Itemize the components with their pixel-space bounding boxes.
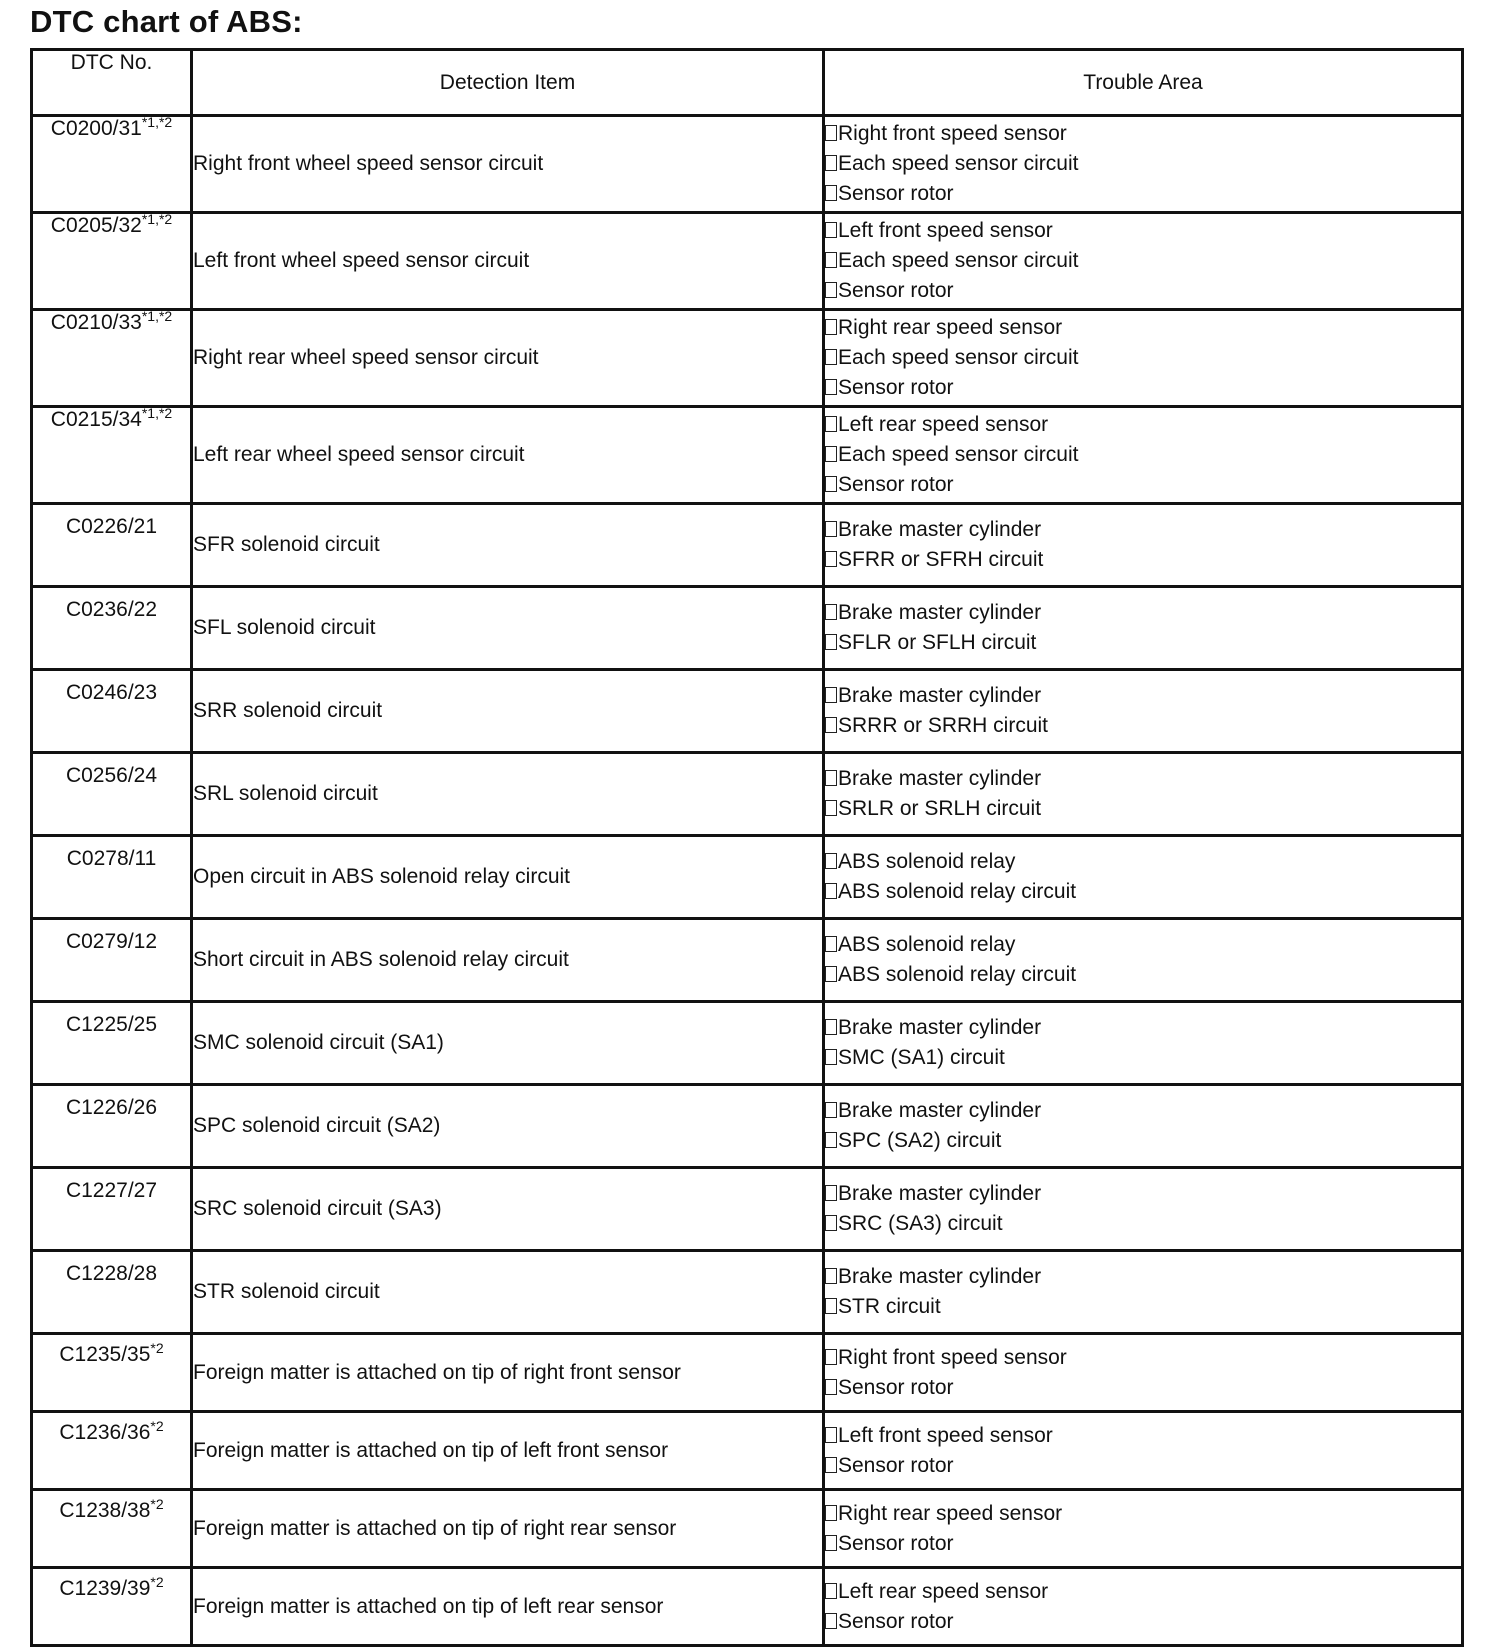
trouble-area-text: Sensor rotor — [838, 1531, 954, 1555]
table-row — [32, 1490, 1463, 1568]
square-bullet-icon — [825, 551, 837, 567]
dtc-code-cell — [32, 407, 192, 504]
trouble-area-text: ABS solenoid relay circuit — [838, 963, 1077, 986]
square-bullet-icon — [825, 1613, 837, 1629]
dtc-code-cell — [32, 213, 192, 310]
detection-item: SRR solenoid circuit — [192, 670, 824, 753]
trouble-area-item — [825, 1209, 1461, 1239]
trouble-area-cell — [824, 1490, 1463, 1568]
dtc-footnote-marker: *1,*2 — [141, 308, 173, 324]
square-bullet-icon — [825, 687, 837, 703]
trouble-area-text: Left rear speed sensor — [838, 1579, 1049, 1603]
trouble-area-text: SMC (SA1) circuit — [838, 1046, 1005, 1069]
trouble-area-text: SRLR or SRLH circuit — [838, 797, 1042, 820]
trouble-area-cell — [824, 1568, 1463, 1646]
trouble-area-item — [825, 1373, 1461, 1403]
trouble-area-text: STR circuit — [838, 1295, 941, 1318]
trouble-area-text: ABS solenoid relay circuit — [838, 880, 1077, 903]
trouble-area-item — [825, 1096, 1461, 1126]
dtc-code: C0236/22 — [65, 598, 158, 621]
dtc-code: C1227/27 — [65, 1179, 158, 1202]
dtc-code: C0210/33 — [50, 311, 142, 334]
dtc-code-cell — [32, 1490, 192, 1568]
table-row — [32, 1002, 1463, 1085]
square-bullet-icon — [825, 1185, 837, 1201]
trouble-area-item — [825, 440, 1461, 470]
trouble-area-item — [825, 1013, 1461, 1043]
table-header-row — [32, 50, 1463, 116]
trouble-area-text: Sensor rotor — [838, 473, 954, 496]
trouble-area-item — [825, 515, 1461, 545]
trouble-area-cell — [824, 407, 1463, 504]
detection-item: SFL solenoid circuit — [192, 587, 824, 670]
trouble-area-item — [825, 1451, 1461, 1481]
table-row — [32, 919, 1463, 1002]
table-row — [32, 1251, 1463, 1334]
square-bullet-icon — [825, 634, 837, 650]
square-bullet-icon — [825, 1505, 837, 1521]
dtc-code-cell — [32, 1085, 192, 1168]
trouble-area-item — [825, 1607, 1461, 1637]
trouble-area-text: Right rear speed sensor — [838, 316, 1063, 339]
trouble-area-text: Right rear speed sensor — [838, 1501, 1063, 1525]
dtc-code-cell — [32, 1168, 192, 1251]
dtc-code: C1235/35 — [59, 1343, 151, 1366]
square-bullet-icon — [825, 853, 837, 869]
square-bullet-icon — [825, 185, 837, 201]
table-row — [32, 1334, 1463, 1412]
table-row — [32, 670, 1463, 753]
trouble-area-cell — [824, 1251, 1463, 1334]
detection-item: SFR solenoid circuit — [192, 504, 824, 587]
trouble-area-item — [825, 246, 1461, 276]
trouble-area-text: Sensor rotor — [838, 279, 954, 302]
dtc-code: C0278/11 — [66, 847, 157, 870]
trouble-area-text: Sensor rotor — [838, 182, 954, 205]
detection-item: Left front wheel speed sensor circuit — [192, 213, 824, 310]
dtc-footnote-marker: *2 — [150, 1574, 164, 1590]
trouble-area-text: Sensor rotor — [838, 1375, 954, 1399]
trouble-area-item — [825, 764, 1461, 794]
trouble-area-cell — [824, 587, 1463, 670]
trouble-area-cell — [824, 1085, 1463, 1168]
trouble-area-text: Left front speed sensor — [838, 219, 1053, 242]
trouble-area-item — [825, 960, 1461, 990]
square-bullet-icon — [825, 1535, 837, 1551]
trouble-area-text: Each speed sensor circuit — [838, 152, 1079, 175]
square-bullet-icon — [825, 1379, 837, 1395]
detection-item: Short circuit in ABS solenoid relay circuit — [192, 919, 824, 1002]
dtc-code-cell — [32, 670, 192, 753]
detection-item: SPC solenoid circuit (SA2) — [192, 1085, 824, 1168]
trouble-area-cell — [824, 753, 1463, 836]
table-row — [32, 504, 1463, 587]
dtc-footnote-marker: *2 — [150, 1418, 164, 1434]
table-row — [32, 1168, 1463, 1251]
dtc-code-cell — [32, 753, 192, 836]
trouble-area-text: SRRR or SRRH circuit — [838, 714, 1049, 737]
square-bullet-icon — [825, 1427, 837, 1443]
detection-item: Open circuit in ABS solenoid relay circuit — [192, 836, 824, 919]
square-bullet-icon — [825, 604, 837, 620]
dtc-code: C1226/26 — [65, 1096, 158, 1119]
dtc-code: C1238/38 — [59, 1499, 151, 1522]
detection-item: Left rear wheel speed sensor circuit — [192, 407, 824, 504]
trouble-area-item — [825, 343, 1461, 373]
detection-item: Foreign matter is attached on tip of left front sensor — [192, 1412, 824, 1490]
header-detection-item: Detection Item — [192, 50, 824, 116]
trouble-area-item — [825, 1577, 1461, 1607]
trouble-area-cell — [824, 1168, 1463, 1251]
square-bullet-icon — [825, 1132, 837, 1148]
square-bullet-icon — [825, 252, 837, 268]
square-bullet-icon — [825, 1583, 837, 1599]
detection-item: STR solenoid circuit — [192, 1251, 824, 1334]
trouble-area-item — [825, 1179, 1461, 1209]
dtc-footnote-marker: *1,*2 — [141, 405, 173, 421]
trouble-area-text: ABS solenoid relay — [838, 933, 1016, 956]
square-bullet-icon — [825, 883, 837, 899]
trouble-area-cell — [824, 836, 1463, 919]
trouble-area-text: Each speed sensor circuit — [838, 249, 1079, 272]
trouble-area-item — [825, 313, 1461, 343]
trouble-area-item — [825, 628, 1461, 658]
square-bullet-icon — [825, 319, 837, 335]
dtc-code-cell — [32, 1002, 192, 1085]
dtc-code-cell — [32, 1334, 192, 1412]
table-row — [32, 587, 1463, 670]
trouble-area-cell — [824, 670, 1463, 753]
trouble-area-text: Brake master cylinder — [838, 518, 1042, 541]
dtc-footnote-marker: *1,*2 — [141, 114, 173, 130]
trouble-area-item — [825, 681, 1461, 711]
dtc-code: C0205/32 — [50, 214, 142, 237]
detection-item: Right rear wheel speed sensor circuit — [192, 310, 824, 407]
trouble-area-cell — [824, 213, 1463, 310]
trouble-area-text: ABS solenoid relay — [838, 850, 1016, 873]
trouble-area-item — [825, 1529, 1461, 1559]
square-bullet-icon — [825, 282, 837, 298]
table-row — [32, 753, 1463, 836]
table-row — [32, 1085, 1463, 1168]
trouble-area-text: SPC (SA2) circuit — [838, 1129, 1002, 1152]
trouble-area-text: Right front speed sensor — [838, 1345, 1067, 1369]
dtc-code: C0226/21 — [65, 515, 158, 538]
detection-item: Foreign matter is attached on tip of right rear sensor — [192, 1490, 824, 1568]
table-row — [32, 310, 1463, 407]
dtc-table — [30, 48, 1464, 1647]
trouble-area-item — [825, 598, 1461, 628]
square-bullet-icon — [825, 1457, 837, 1473]
trouble-area-text: Left front speed sensor — [838, 1423, 1053, 1447]
trouble-area-text: SFRR or SFRH circuit — [838, 548, 1044, 571]
trouble-area-text: Each speed sensor circuit — [838, 346, 1079, 369]
square-bullet-icon — [825, 1268, 837, 1284]
square-bullet-icon — [825, 1349, 837, 1365]
trouble-area-text: SFLR or SFLH circuit — [838, 631, 1037, 654]
square-bullet-icon — [825, 717, 837, 733]
dtc-footnote-marker: *2 — [150, 1340, 164, 1356]
square-bullet-icon — [825, 125, 837, 141]
trouble-area-item — [825, 179, 1461, 209]
trouble-area-item — [825, 119, 1461, 149]
trouble-area-text: Each speed sensor circuit — [838, 443, 1079, 466]
trouble-area-text: Left rear speed sensor — [838, 413, 1049, 436]
header-dtc-no: DTC No. — [32, 50, 192, 116]
dtc-code-cell — [32, 504, 192, 587]
dtc-code: C0215/34 — [50, 408, 142, 431]
detection-item: SRC solenoid circuit (SA3) — [192, 1168, 824, 1251]
table-row — [32, 116, 1463, 213]
dtc-code: C0246/23 — [65, 681, 158, 704]
trouble-area-text: Brake master cylinder — [838, 1182, 1042, 1205]
detection-item: Right front wheel speed sensor circuit — [192, 116, 824, 213]
dtc-footnote-marker: *1,*2 — [141, 211, 173, 227]
square-bullet-icon — [825, 1102, 837, 1118]
square-bullet-icon — [825, 1298, 837, 1314]
trouble-area-text: Right front speed sensor — [838, 122, 1067, 145]
detection-item: SMC solenoid circuit (SA1) — [192, 1002, 824, 1085]
square-bullet-icon — [825, 446, 837, 462]
trouble-area-item — [825, 930, 1461, 960]
dtc-code: C1225/25 — [65, 1013, 158, 1036]
trouble-area-cell — [824, 310, 1463, 407]
trouble-area-text: Brake master cylinder — [838, 601, 1042, 624]
trouble-area-item — [825, 1421, 1461, 1451]
trouble-area-item — [825, 470, 1461, 500]
square-bullet-icon — [825, 521, 837, 537]
dtc-code-cell — [32, 919, 192, 1002]
square-bullet-icon — [825, 416, 837, 432]
trouble-area-item — [825, 545, 1461, 575]
trouble-area-cell — [824, 1002, 1463, 1085]
trouble-area-text: Brake master cylinder — [838, 1099, 1042, 1122]
trouble-area-item — [825, 216, 1461, 246]
trouble-area-cell — [824, 1334, 1463, 1412]
dtc-code: C0279/12 — [65, 930, 158, 953]
dtc-code: C1228/28 — [65, 1262, 158, 1285]
trouble-area-text: Brake master cylinder — [838, 1016, 1042, 1039]
square-bullet-icon — [825, 476, 837, 492]
dtc-code-cell — [32, 836, 192, 919]
trouble-area-text: Sensor rotor — [838, 376, 954, 399]
trouble-area-item — [825, 1262, 1461, 1292]
dtc-code-cell — [32, 310, 192, 407]
detection-item: SRL solenoid circuit — [192, 753, 824, 836]
trouble-area-item — [825, 410, 1461, 440]
trouble-area-cell — [824, 504, 1463, 587]
trouble-area-text: Brake master cylinder — [838, 684, 1042, 707]
trouble-area-text: Brake master cylinder — [838, 1265, 1042, 1288]
trouble-area-item — [825, 1043, 1461, 1073]
trouble-area-text: SRC (SA3) circuit — [838, 1212, 1003, 1235]
table-row — [32, 213, 1463, 310]
trouble-area-text: Sensor rotor — [838, 1453, 954, 1477]
trouble-area-item — [825, 1343, 1461, 1373]
trouble-area-item — [825, 847, 1461, 877]
trouble-area-cell — [824, 116, 1463, 213]
table-body — [32, 116, 1463, 1646]
dtc-code-cell — [32, 1412, 192, 1490]
trouble-area-item — [825, 794, 1461, 824]
table-row — [32, 1568, 1463, 1646]
square-bullet-icon — [825, 349, 837, 365]
trouble-area-item — [825, 1292, 1461, 1322]
trouble-area-item — [825, 877, 1461, 907]
square-bullet-icon — [825, 155, 837, 171]
square-bullet-icon — [825, 770, 837, 786]
square-bullet-icon — [825, 966, 837, 982]
dtc-footnote-marker: *2 — [150, 1496, 164, 1512]
dtc-code: C1239/39 — [59, 1577, 151, 1600]
square-bullet-icon — [825, 1049, 837, 1065]
trouble-area-item — [825, 373, 1461, 403]
trouble-area-text: Sensor rotor — [838, 1609, 954, 1633]
trouble-area-cell — [824, 1412, 1463, 1490]
square-bullet-icon — [825, 936, 837, 952]
trouble-area-item — [825, 1499, 1461, 1529]
dtc-code-cell — [32, 116, 192, 213]
page-title: DTC chart of ABS: — [30, 4, 303, 39]
trouble-area-item — [825, 276, 1461, 306]
detection-item: Foreign matter is attached on tip of right front sensor — [192, 1334, 824, 1412]
dtc-code-cell — [32, 1251, 192, 1334]
dtc-code: C1236/36 — [59, 1421, 151, 1444]
dtc-code-cell — [32, 1568, 192, 1646]
trouble-area-text: Brake master cylinder — [838, 767, 1042, 790]
square-bullet-icon — [825, 379, 837, 395]
table-row — [32, 1412, 1463, 1490]
trouble-area-item — [825, 711, 1461, 741]
trouble-area-cell — [824, 919, 1463, 1002]
trouble-area-item — [825, 149, 1461, 179]
table-row — [32, 836, 1463, 919]
header-trouble-area: Trouble Area — [824, 50, 1463, 116]
trouble-area-item — [825, 1126, 1461, 1156]
square-bullet-icon — [825, 800, 837, 816]
dtc-code: C0200/31 — [50, 117, 142, 140]
dtc-code: C0256/24 — [65, 764, 158, 787]
square-bullet-icon — [825, 1019, 837, 1035]
table-row — [32, 407, 1463, 504]
square-bullet-icon — [825, 222, 837, 238]
square-bullet-icon — [825, 1215, 837, 1231]
detection-item: Foreign matter is attached on tip of left rear sensor — [192, 1568, 824, 1646]
dtc-code-cell — [32, 587, 192, 670]
